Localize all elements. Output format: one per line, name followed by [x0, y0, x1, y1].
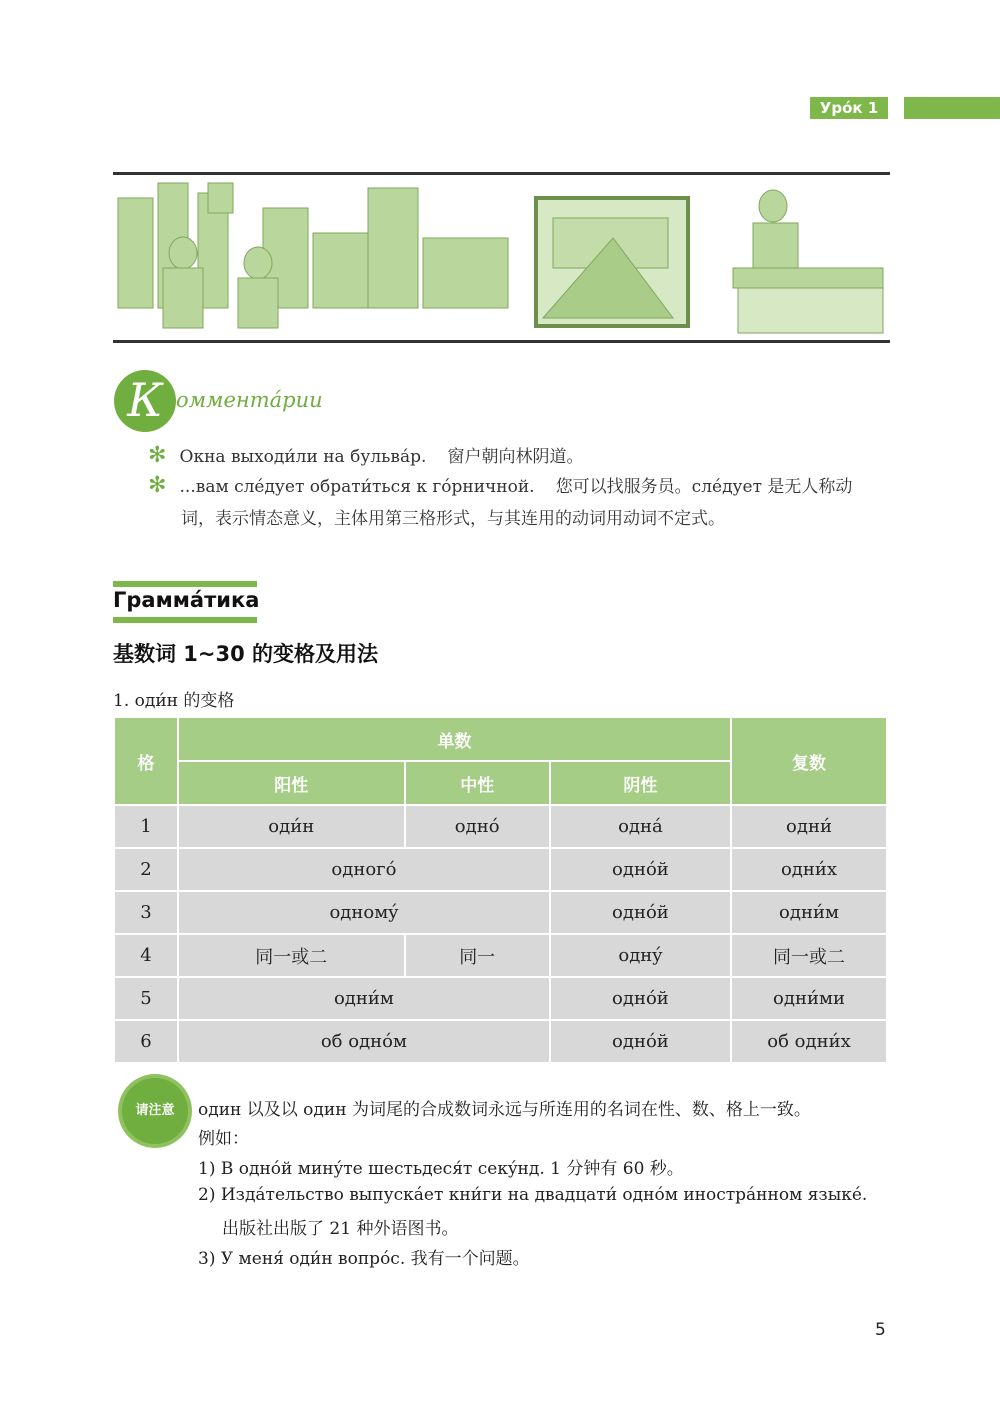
lesson-tab: Уро́к 1 — [810, 97, 888, 119]
case-cell: 2 — [114, 848, 178, 891]
fem-cell: однóй — [550, 1020, 731, 1063]
comment-ru: Окна выходи́ли на бульва́р. — [179, 447, 427, 467]
comments-title: омментáрии — [176, 388, 323, 412]
masc-neut-cell: одни́м — [178, 977, 550, 1020]
comment-zh: 窗户朝向林阴道。 — [447, 447, 584, 467]
fem-cell: однý — [550, 934, 731, 977]
fem-cell: однá — [550, 805, 731, 848]
fem-cell: однóй — [550, 891, 731, 934]
case-cell: 5 — [114, 977, 178, 1020]
plural-cell: об одни́х — [731, 1020, 887, 1063]
table-row — [114, 848, 887, 891]
asterisk-icon: ✻ — [148, 473, 167, 498]
example-3: 3) У меня́ оди́н вопрóс. 我有一个问题。 — [198, 1249, 530, 1269]
case-cell: 1 — [114, 805, 178, 848]
header-masc: 阳性 — [178, 761, 405, 805]
plural-cell: одни́м — [731, 891, 887, 934]
city-illustration — [113, 178, 890, 340]
masc-cell: оди́н — [178, 805, 405, 848]
plural-cell: одни́х — [731, 848, 887, 891]
example-1: 1) В однóй минýте шестьдеся́т секýнд. 1 分钟有 60 秒。 — [198, 1159, 684, 1179]
header-plural: 复数 — [731, 717, 887, 805]
grammar-bar-top — [113, 581, 257, 587]
comments-logo: К — [114, 370, 176, 432]
masc-neut-cell: одногó — [178, 848, 550, 891]
header-fem: 阴性 — [550, 761, 731, 805]
case-cell: 4 — [114, 934, 178, 977]
masc-neut-cell: об однóм — [178, 1020, 550, 1063]
grammar-title: Граммáтика — [113, 588, 260, 612]
header-singular: 单数 — [178, 717, 731, 761]
attention-badge: 请注意 — [122, 1078, 188, 1144]
comment-zh-continued: 词，表示情态意义，主体用第三格形式，与其连用的动词用动词不定式。 — [181, 509, 725, 529]
case-cell: 6 — [114, 1020, 178, 1063]
section-heading: 1. оди́н 的变格 — [113, 691, 235, 711]
section-subtitle: 基数词 1~30 的变格及用法 — [113, 642, 379, 666]
table-row — [114, 934, 887, 977]
header-case: 格 — [114, 717, 178, 805]
lesson-bar — [904, 97, 1000, 119]
attention-line-2: 例如： — [198, 1129, 249, 1149]
grammar-bar-bottom — [113, 617, 257, 623]
neut-cell: однó — [405, 805, 550, 848]
plural-cell: 同一或二 — [731, 934, 887, 977]
fem-cell: однóй — [550, 848, 731, 891]
example-2: 2) Издáтельство выпускáет кни́ги на двадцати́ однóм инострáнном языкé. — [198, 1185, 868, 1205]
example-2-translation: 出版社出版了 21 种外语图书。 — [222, 1219, 459, 1239]
header-neut: 中性 — [405, 761, 550, 805]
comment-item-2 — [148, 472, 852, 498]
illustration-bottom-rule — [113, 340, 890, 343]
attention-line-1: один 以及以 один 为词尾的合成数词永远与所连用的名词在性、数、格上一致。 — [198, 1100, 811, 1120]
plural-cell: одни́ми — [731, 977, 887, 1020]
comment-item-1 — [148, 442, 583, 468]
table-row — [114, 1020, 887, 1063]
masc-neut-cell: одномý — [178, 891, 550, 934]
declension-table — [113, 716, 888, 1064]
table-row — [114, 805, 887, 848]
fem-cell: однóй — [550, 977, 731, 1020]
case-cell: 3 — [114, 891, 178, 934]
table-row — [114, 977, 887, 1020]
page-number: 5 — [875, 1320, 886, 1340]
neut-cell: 同一 — [405, 934, 550, 977]
illustration-top-rule — [113, 172, 890, 175]
plural-cell: одни́ — [731, 805, 887, 848]
comment-zh: 您可以找服务员。слéдует 是无人称动 — [555, 477, 853, 497]
comment-ru: ...вам слéдует обрати́ться к гóрничной. — [179, 477, 535, 497]
masc-cell: 同一或二 — [178, 934, 405, 977]
table-row — [114, 891, 887, 934]
asterisk-icon: ✻ — [148, 443, 167, 468]
